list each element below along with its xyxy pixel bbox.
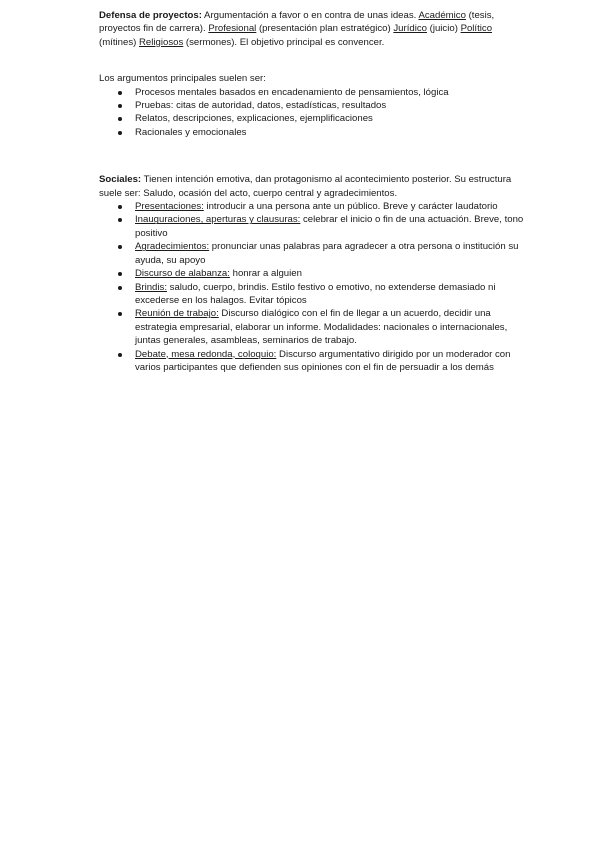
sociales-list — [99, 200, 531, 374]
item-term: Discurso de alabanza: — [135, 268, 230, 280]
item-term: Inauguraciones, aperturas y clausuras: — [135, 214, 301, 226]
item-text: pronunciar unas palabras para agradecer a otra persona o institución su ayuda, su apoyo — [135, 241, 519, 266]
defensa-intro: Argumentación a favor o en contra de unas ideas. — [201, 10, 419, 21]
defensa-label: Defensa de proyectos: — [99, 10, 202, 21]
list-item: Relatos, descripciones, explicaciones, ejemplificaciones — [99, 112, 531, 125]
item-term: Debate, mesa redonda, coloquio: — [135, 348, 277, 360]
defensa-paragraph — [99, 9, 531, 49]
list-item — [99, 348, 531, 375]
item-text: celebrar el inicio o fin de una actuación. Breve, tono positivo — [135, 214, 524, 239]
argumentos-heading: Los argumentos principales suelen ser: — [99, 73, 266, 85]
item-text: saludo, cuerpo, brindis. Estilo festivo o emotivo, no extenderse demasiado ni excederse en los halagos. Evitar tópicos — [135, 281, 496, 306]
list-item: Procesos mentales basados en encadenamiento de pensamientos, lógica — [99, 86, 531, 99]
politico-term: Político — [460, 23, 493, 35]
argumentos-list — [99, 86, 531, 140]
item-term: Reunión de trabajo: — [135, 308, 219, 320]
academico-desc: (tesis, proyectos fin de carrera). — [99, 10, 495, 35]
profesional-desc: (presentación plan estratégico) — [256, 23, 394, 35]
item-text: honrar a alguien — [229, 268, 302, 280]
list-item — [99, 200, 531, 213]
item-term: Agradecimientos: — [135, 241, 210, 253]
sociales-label: Sociales: — [99, 174, 142, 186]
religiosos-term: Religiosos — [138, 36, 184, 48]
religiosos-desc: (sermones). El objetivo principal es convencer. — [183, 36, 385, 48]
academico-term: Académico — [418, 10, 466, 21]
list-item — [99, 307, 531, 347]
sociales-paragraph — [99, 173, 531, 200]
list-item: Pruebas: citas de autoridad, datos, estadísticas, resultados — [99, 99, 531, 112]
juridico-term: Jurídico — [393, 23, 427, 35]
list-item: Racionales y emocionales — [99, 126, 531, 139]
politico-desc: (mítines) — [99, 36, 139, 48]
document-body — [99, 9, 531, 374]
item-text: introducir a una persona ante un público. Breve y carácter laudatorio — [203, 201, 498, 213]
list-item — [99, 267, 531, 280]
list-item — [99, 240, 531, 267]
item-text: Discurso dialógico con el fin de llegar a un acuerdo, decidir una estrategia empresarial, elaborar un informe. Modalidades: nacionales o internacionales, juntas generales, asambleas, seminarios de trabajo. — [135, 308, 508, 347]
juridico-desc: (juicio) — [426, 23, 461, 35]
profesional-term: Profesional — [208, 23, 257, 35]
item-text: Discurso argumentativo dirigido por un moderador con varios participantes que defienden sus opiniones con el fin de persuadir a los demás — [135, 348, 511, 373]
item-term: Presentaciones: — [135, 201, 204, 213]
item-term: Brindis: — [135, 281, 167, 293]
list-item — [99, 213, 531, 240]
sociales-intro: Tienen intención emotiva, dan protagonismo al acontecimiento posterior. Su estructura suele ser: Saludo, ocasión del acto, cuerpo central y agradecimientos. — [99, 174, 512, 199]
list-item — [99, 281, 531, 308]
